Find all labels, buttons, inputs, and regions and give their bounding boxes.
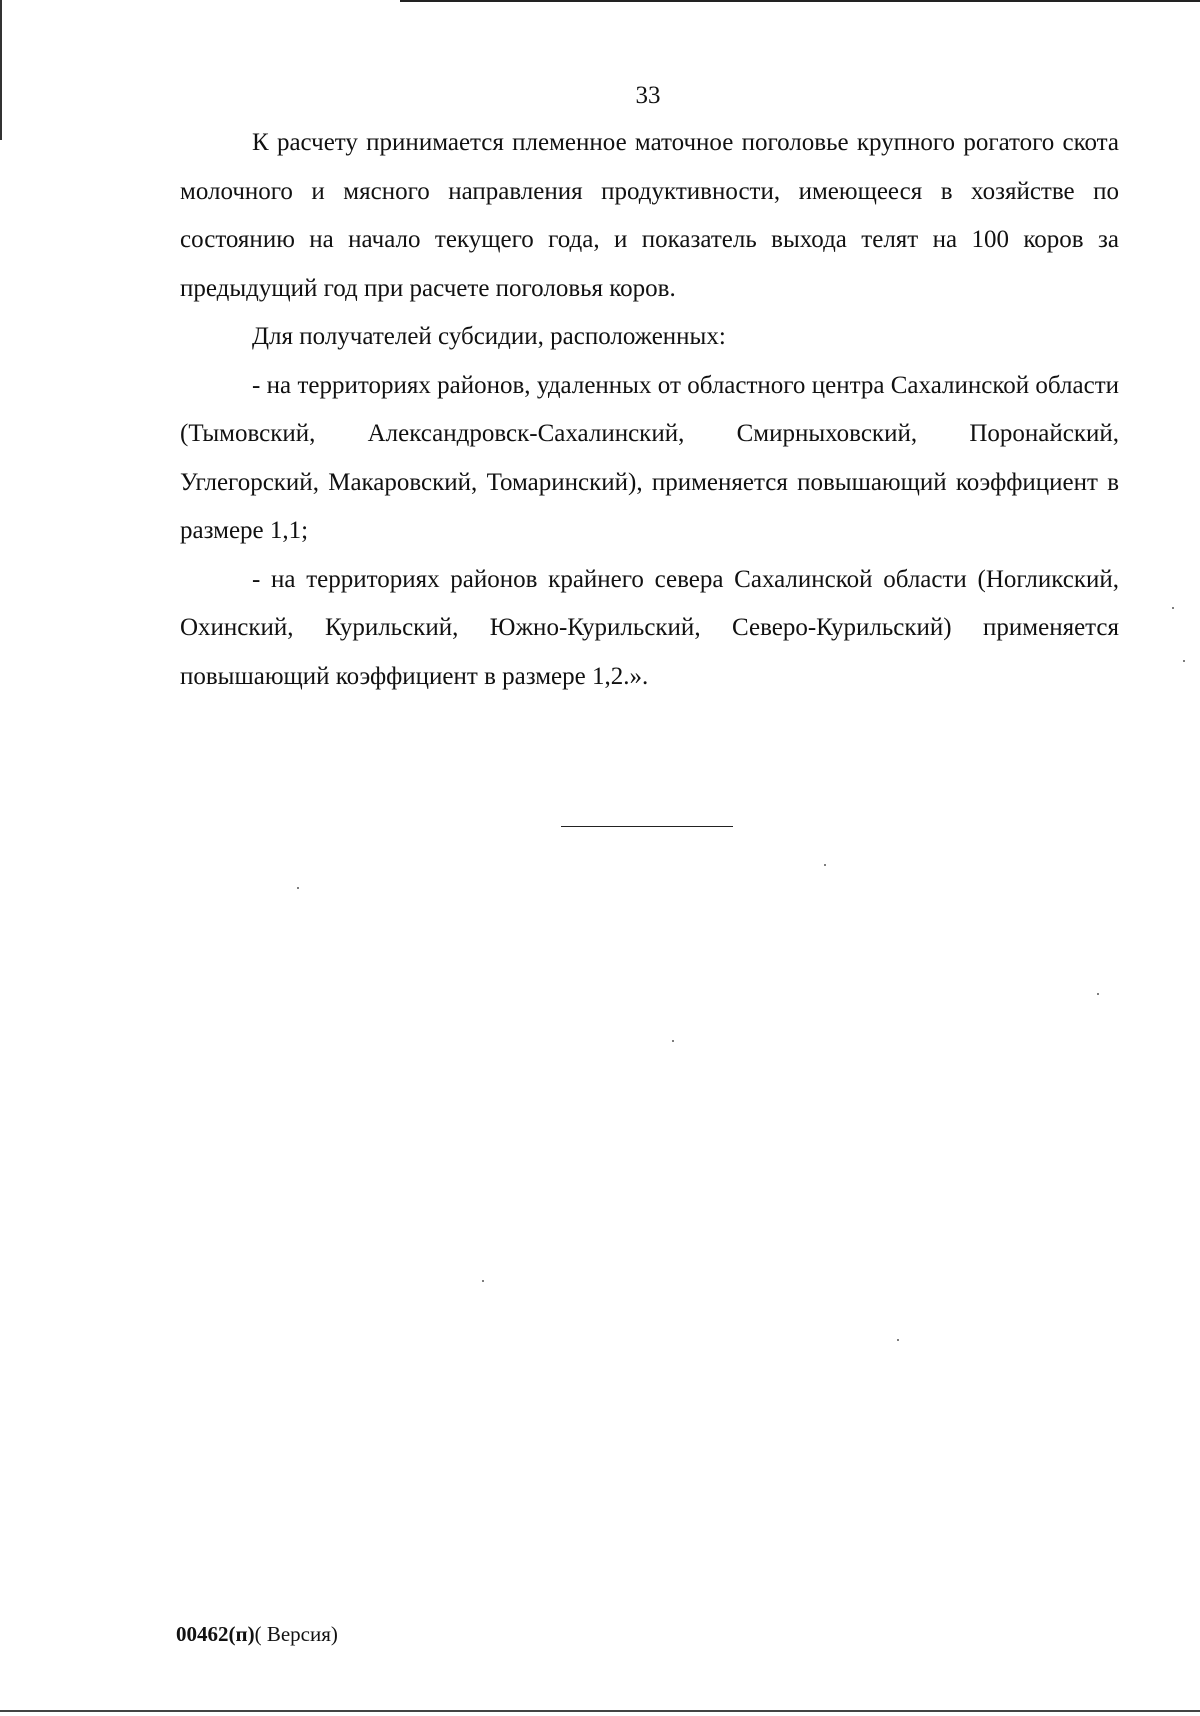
scan-speck — [672, 1040, 674, 1042]
scan-speck — [1097, 993, 1099, 995]
document-code: 00462(п) — [176, 1622, 255, 1646]
paragraph-recipients-intro: Для получателей субсидии, расположенных: — [252, 323, 726, 350]
document-version: ( Версия) — [254, 1622, 338, 1646]
scan-edge-top — [400, 0, 1200, 2]
paragraph-far-north-districts: - на территориях районов крайнего севера Сахалинской области (Ногликский, Охинский, Курильский, Южно-Курильский, Северо-Курильский) применяется повышающий коэффициент в размере 1,2.». — [180, 565, 1119, 690]
scan-speck — [824, 864, 826, 866]
scan-speck — [1172, 607, 1174, 609]
paragraph-remote-districts: - на территориях районов, удаленных от областного центра Сахалинской области (Тымовский, Александровск-Сахалинский, Смирныховский, Поронайский, Углегорский, Макаровский, Томаринский), применяется повышающий коэффициент в размере 1,1; — [180, 371, 1119, 544]
scan-speck — [297, 887, 299, 889]
scan-speck — [1183, 660, 1185, 662]
scan-speck — [482, 1280, 484, 1282]
document-footer — [176, 1622, 338, 1647]
scan-speck — [897, 1339, 899, 1341]
page-number: 33 — [635, 82, 661, 109]
end-divider-line — [561, 826, 733, 827]
scan-edge-left — [0, 0, 2, 140]
scan-edge-bottom — [0, 1710, 1200, 1712]
document-body — [180, 119, 1119, 701]
paragraph-calculation-basis: К расчету принимается племенное маточное поголовье крупного рогатого скота молочного и мясного направления продуктивности, имеющееся в хозяйстве по состоянию на начало текущего года, и показатель выхода телят на 100 коров за предыдущий год при расчете поголовья коров. — [180, 129, 1119, 302]
